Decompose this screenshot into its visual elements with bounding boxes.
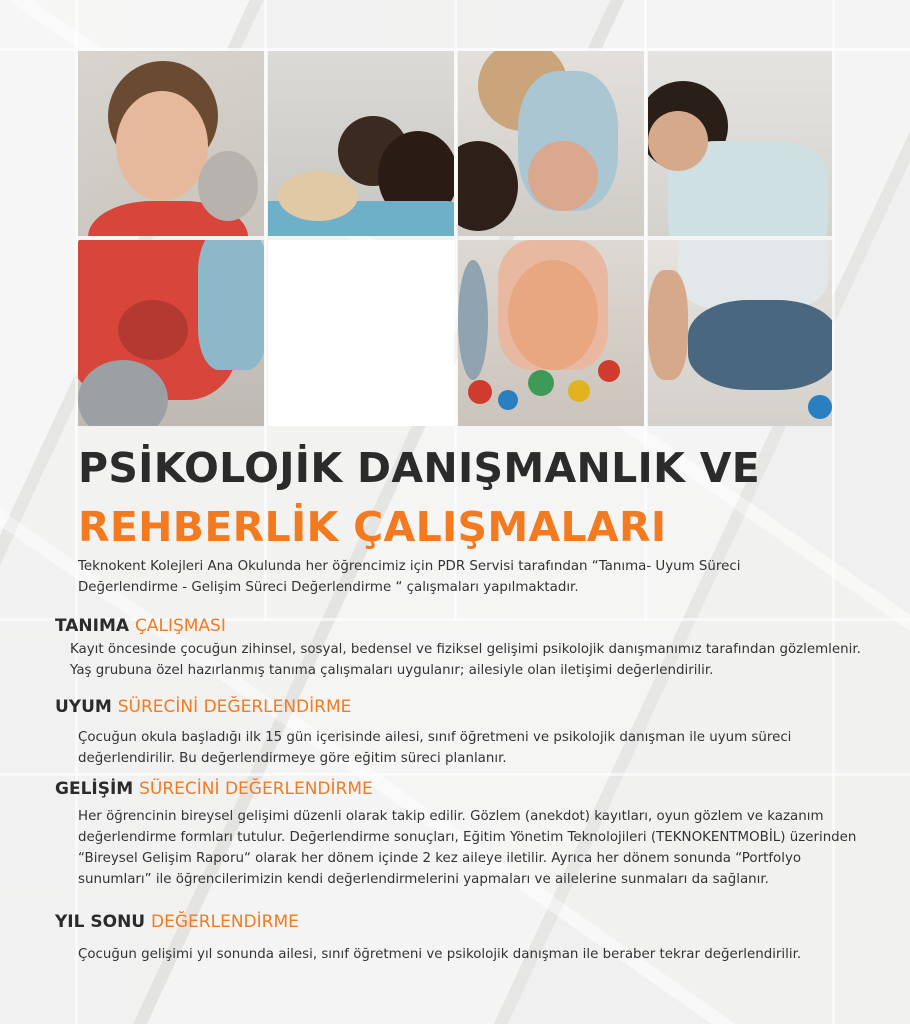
- section-heading-gelisim: [55, 779, 373, 799]
- section-body-uyum: Çocuğun okula başladığı ilk 15 gün içerisinde ailesi, sınıf öğretmeni ve psikolojik danışman ile uyum süreci değerlendirilir. Bu değerlendirmeye göre eğitim süreci planlanır.: [78, 730, 792, 766]
- photo-tile-balls: [458, 240, 644, 426]
- grid-line: [0, 773, 910, 776]
- photo-tile-teacher-jeans: [648, 240, 832, 426]
- photo-tile-teacher-floor: [648, 51, 832, 236]
- section-body-tanima: Kayıt öncesinde çocuğun zihinsel, sosyal, bedensel ve fiziksel gelişimi psikolojik danışmanımız tarafından gözlemlenir. Yaş grubuna özel hazırlanmış tanıma çalışmaları uygulanır; ailesiyle olan iletişimi değerlendirilir.: [70, 642, 861, 678]
- page-title-line-2: REHBERLİK ÇALIŞMALARI: [78, 503, 667, 551]
- section-heading-orange: SÜRECİNİ DEĞERLENDİRME: [117, 697, 352, 717]
- section-body-gelisim: Her öğrencinin bireysel gelişimi düzenli olarak takip edilir. Gözlem (anekdot) kayıtları, oyun gözlem ve kazanım değerlendirme formları tutulur. Değerlendirme sonuçları, Eğitim Yönetim Teknolojileri (TEKNOKENTMOBİL) üzerinden “Bireysel Gelişim Raporu“ olarak her dönem içinde 2 kez aileye iletilir. Ayrıca her dönem sonunda “Portfolyo sunumları” ile öğrencilerimizin kendi değerlendirmelerini yapmaları ve ailelerine sunmaları da sağlanır.: [78, 809, 857, 887]
- intro-paragraph: Teknokent Kolejleri Ana Okulunda her öğrencimiz için PDR Servisi tarafından “Tanıma- Uyum Süreci Değerlendirme - Gelişim Süreci Değerlendirme “ çalışmaları yapılmaktadır.: [78, 559, 741, 595]
- section-heading-dark: UYUM: [55, 697, 112, 717]
- section-heading-orange: SÜRECİNİ DEĞERLENDİRME: [139, 779, 373, 799]
- section-heading-orange: ÇALIŞMASI: [134, 616, 226, 636]
- section-heading-uyum: [55, 697, 351, 717]
- section-body-yil-sonu: Çocuğun gelişimi yıl sonunda ailesi, sınıf öğretmeni ve psikolojik danışman ile beraber tekrar değerlendirilir.: [78, 947, 802, 962]
- section-heading-tanima: [55, 616, 226, 636]
- section-heading-dark: TANIMA: [55, 616, 130, 636]
- photo-tile-kids-table: [268, 51, 454, 236]
- section-heading-dark: YIL SONU: [55, 912, 146, 932]
- section-heading-orange: DEĞERLENDİRME: [151, 912, 299, 932]
- page-title-line-1: PSİKOLOJİK DANIŞMANLIK VE: [78, 444, 761, 492]
- photo-collage: [78, 51, 832, 426]
- section-heading-yil-sonu: [55, 912, 299, 932]
- section-heading-dark: GELİŞİM: [55, 779, 134, 799]
- photo-tile-child-portrait: [78, 51, 264, 236]
- photo-tile-blank: [268, 240, 454, 426]
- photo-tile-child-shirt: [78, 240, 264, 426]
- photo-tile-teacher-kids: [458, 51, 644, 236]
